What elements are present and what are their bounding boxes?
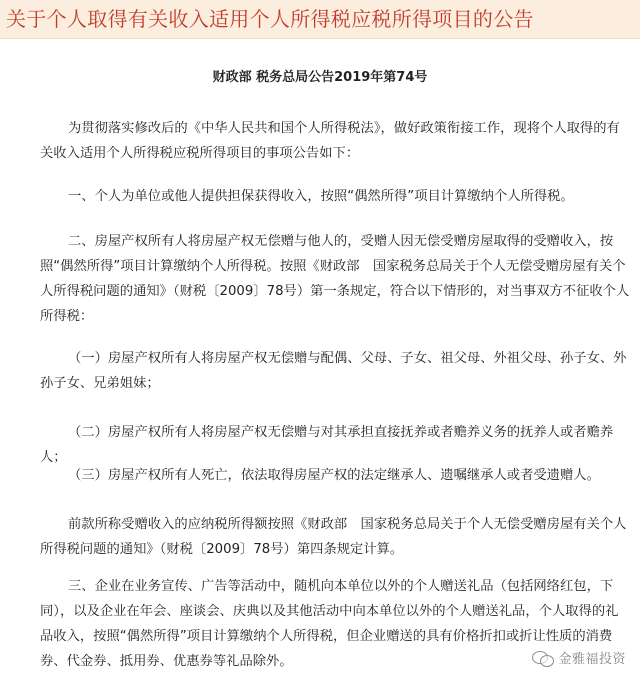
paragraph-item-2: 二、房屋产权所有人将房屋产权无偿赠与他人的，受赠人因无偿受赠房屋取得的受赠收入，按照“偶然所得”项目计算缴纳个人所得税。按照《财政部 国家税务总局关于个人无偿受赠房屋有关个人所得税问题的通知》（财税〔2009〕78号）第一条规定，符合以下情形的，对当事双方不征收个人所得税： xyxy=(40,234,630,324)
wechat-icon xyxy=(532,649,554,667)
watermark xyxy=(532,648,626,667)
watermark-text: 金雅福投资 xyxy=(558,652,626,667)
paragraph-subitem-2: （二）房屋产权所有人将房屋产权无偿赠与对其承担直接抚养或者赡养义务的抚养人或者赡养人； xyxy=(40,425,614,465)
document-number: 财政部 税务总局公告2019年第74号 xyxy=(212,70,428,85)
paragraph-intro: 为贯彻落实修改后的《中华人民共和国个人所得税法》，做好政策衔接工作，现将个人取得的有关收入适用个人所得税应税所得项目的事项公告如下： xyxy=(40,121,620,161)
page-title: 关于个人取得有关收入适用个人所得税应税所得项目的公告 xyxy=(6,7,534,31)
paragraph-subitem-1: （一）房屋产权所有人将房屋产权无偿赠与配偶、父母、子女、祖父母、外祖父母、孙子女、外孙子女、兄弟姐妹； xyxy=(40,351,627,391)
paragraph-note: 前款所称受赠收入的应纳税所得额按照《财政部 国家税务总局关于个人无偿受赠房屋有关个人所得税问题的通知》（财税〔2009〕78号）第四条规定计算。 xyxy=(40,517,627,557)
title-bar xyxy=(0,0,640,39)
paragraph-subitem-3: （三）房屋产权所有人死亡，依法取得房屋产权的法定继承人、遗嘱继承人或者受遗赠人。 xyxy=(68,468,600,483)
paragraph-item-3: 三、企业在业务宣传、广告等活动中，随机向本单位以外的个人赠送礼品（包括网络红包，下同），以及企业在年会、座谈会、庆典以及其他活动中向本单位以外的个人赠送礼品，个人取得的礼品收入，按照“偶然所得”项目计算缴纳个人所得税，但企业赠送的具有价格折扣或折让性质的消费券、代金券、抵用券、优惠券等礼品除外。 xyxy=(40,579,619,669)
paragraph-item-1: 一、个人为单位或他人提供担保获得收入，按照“偶然所得”项目计算缴纳个人所得税。 xyxy=(68,189,574,204)
